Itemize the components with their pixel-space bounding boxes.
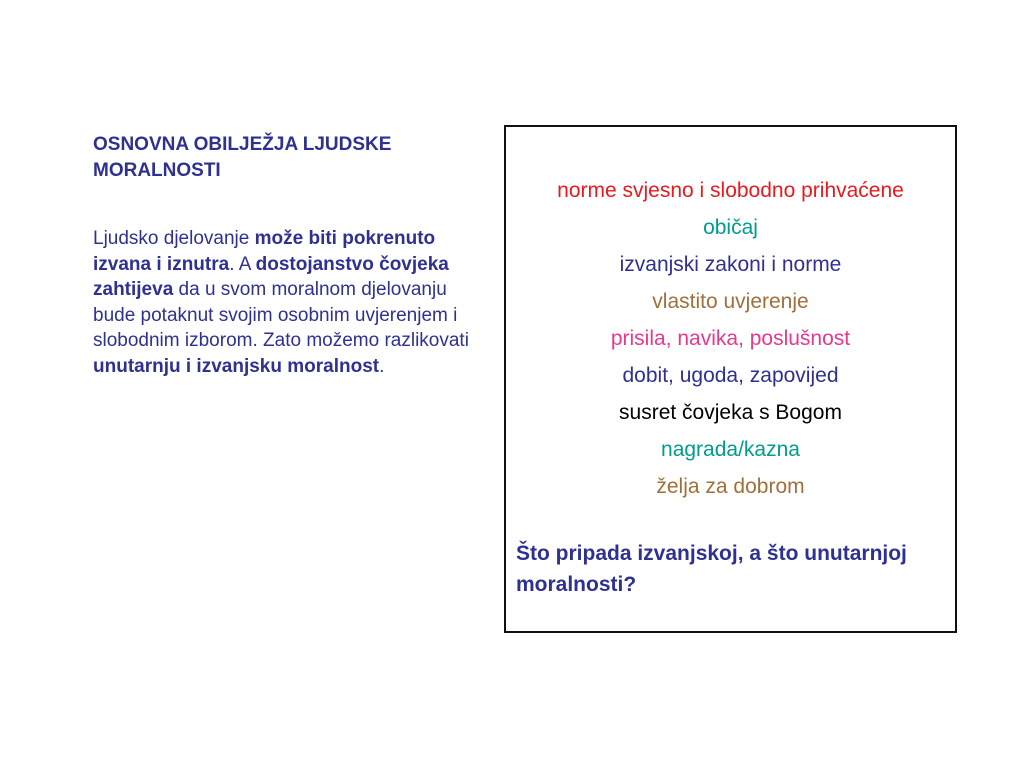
terms-box bbox=[504, 125, 957, 633]
paragraph-bold-1: može biti pokrenuto izvana i iznutra bbox=[93, 228, 436, 275]
term-item: nagrada/kazna bbox=[661, 438, 800, 461]
term-item: norme svjesno i slobodno prihvaćene bbox=[557, 179, 904, 202]
paragraph-text-4: . bbox=[379, 355, 385, 377]
paragraph-bold-3: unutarnju i izvanjsku moralnost bbox=[93, 355, 380, 377]
paragraph-text-3: da u svom moralnom djelovanju bude potaknut svojim osobnim uvjerenjem i slobodnim izborom. Zato možemo razlikovati bbox=[93, 279, 469, 351]
term-item: dobit, ugoda, zapovijed bbox=[622, 364, 839, 387]
paragraph-text-2: . A bbox=[229, 253, 256, 275]
paragraph-text-1: Ljudsko djelovanje bbox=[93, 228, 255, 249]
slide-title: OSNOVNA OBILJEŽJA LJUDSKE MORALNOSTI bbox=[93, 134, 392, 181]
terms-list bbox=[506, 172, 955, 505]
question-text: Što pripada izvanjskoj, a što unutarnjoj moralnosti? bbox=[516, 542, 907, 596]
term-item: izvanjski zakoni i norme bbox=[619, 253, 842, 276]
term-item: običaj bbox=[703, 216, 758, 239]
term-item: vlastito uvjerenje bbox=[652, 290, 809, 313]
term-item: prisila, navika, poslušnost bbox=[610, 327, 851, 350]
intro-paragraph bbox=[93, 226, 493, 379]
term-item: susret čovjeka s Bogom bbox=[619, 401, 842, 424]
term-item: želja za dobrom bbox=[656, 475, 805, 498]
paragraph-bold-2: dostojanstvo čovjeka zahtijeva bbox=[93, 253, 449, 300]
